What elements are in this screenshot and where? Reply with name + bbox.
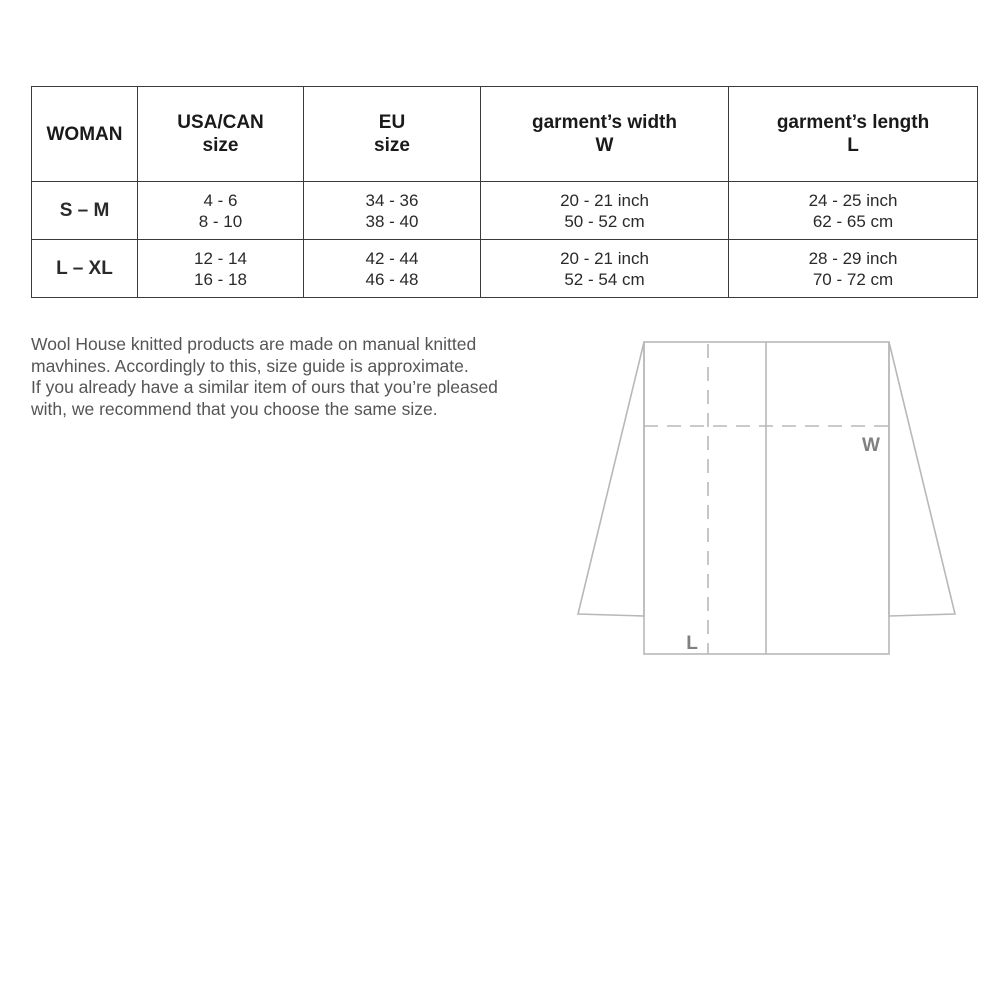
header-woman: WOMAN bbox=[32, 87, 138, 182]
garment-width-cell: 20 - 21 inch 52 - 54 cm bbox=[481, 240, 729, 298]
usa-can-size-cell: 12 - 14 16 - 18 bbox=[138, 240, 304, 298]
header-garment-width: garment’s width W bbox=[481, 87, 729, 182]
eu-size-cell: 34 - 36 38 - 40 bbox=[304, 182, 481, 240]
garment-measurement-diagram bbox=[570, 332, 970, 662]
note-line: If you already have a similar item of ours that you’re pleased bbox=[31, 377, 498, 397]
garment-width-cell: 20 - 21 inch 50 - 52 cm bbox=[481, 182, 729, 240]
row-label-l-xl: L – XL bbox=[32, 240, 138, 298]
header-usa-can-size: USA/CAN size bbox=[138, 87, 304, 182]
eu-size-cell: 42 - 44 46 - 48 bbox=[304, 240, 481, 298]
size-guide-note bbox=[31, 334, 571, 420]
width-marker-label: W bbox=[862, 435, 880, 456]
note-line: with, we recommend that you choose the same size. bbox=[31, 398, 438, 419]
left-sleeve-shape bbox=[578, 342, 644, 616]
length-marker-label: L bbox=[686, 633, 698, 654]
garment-length-cell: 24 - 25 inch 62 - 65 cm bbox=[729, 182, 978, 240]
size-chart-table bbox=[31, 86, 978, 298]
table-header-row bbox=[32, 87, 978, 182]
usa-can-size-cell: 4 - 6 8 - 10 bbox=[138, 182, 304, 240]
table-row bbox=[32, 182, 978, 240]
header-eu-size: EU size bbox=[304, 87, 481, 182]
garment-outline bbox=[578, 342, 955, 654]
row-label-s-m: S – M bbox=[32, 182, 138, 240]
note-line: mavhines. Accordingly to this, size guide is approximate. bbox=[31, 355, 469, 376]
garment-length-cell: 28 - 29 inch 70 - 72 cm bbox=[729, 240, 978, 298]
note-line: Wool House knitted products are made on manual knitted bbox=[31, 334, 477, 354]
table-row bbox=[32, 240, 978, 298]
right-sleeve-shape bbox=[889, 342, 955, 616]
header-garment-length: garment’s length L bbox=[729, 87, 978, 182]
